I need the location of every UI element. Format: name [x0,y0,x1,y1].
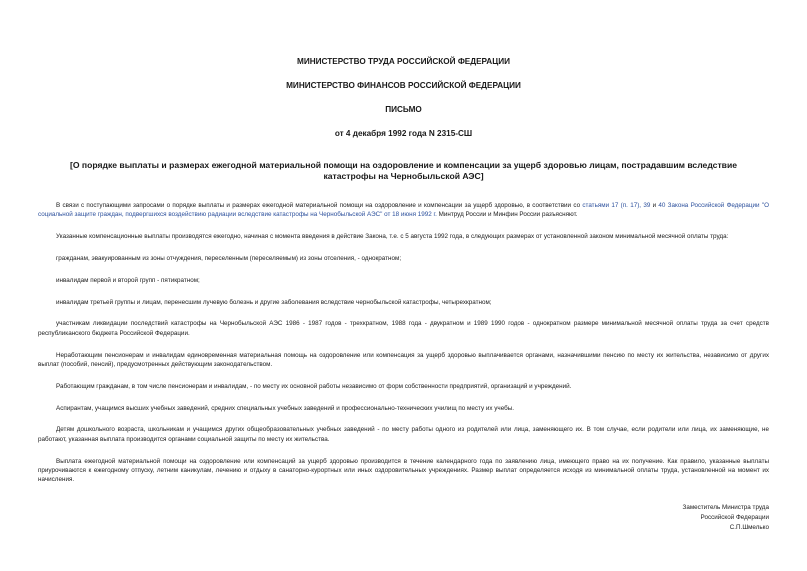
paragraph-students: Аспирантам, учащимся высших учебных заведений, средних специальных учебных заведений и профессионально-технических училищ по месту их учебы. [56,404,515,412]
intro-text-3: Минтруд России и Минфин России разъясняют. [436,211,578,219]
document-type: ПИСЬМО [385,105,422,114]
document-body [38,201,769,485]
paragraph-pensioners: Неработающим пенсионерам и инвалидам единовременная материальная помощь на оздоровление или компенсация за ущерб здоровью выплачивается органами, назначившими пенсию по месту их жительства, независимо от других выплат (пособий, пенсий), предусмотренных действующим законодательством. [38,351,769,368]
signature-position: Заместитель Министра труда [682,504,769,511]
intro-text-1: В связи с поступающими запросами о порядке выплаты и размерах ежегодной материальной помощи на оздоровление и компенсации за ущерб здоровью, в соответствии со [56,202,583,209]
ministry-finance-title: МИНИСТЕРСТВО ФИНАНСОВ РОССИЙСКОЙ ФЕДЕРАЦИИ [286,81,521,90]
paragraph-liquidators: участникам ликвидации последствий катастрофы на Чернобыльской АЭС 1986 - 1987 годов - трехкратном, 1988 года - двукратном и 1989 1990 годов - однократном размере минимальной месячной оплаты труда за счет средств республиканского бюджета Российской Федерации. [38,320,769,337]
law-title-link[interactable]: 40 Закона Российской Федерации "О социальной защите граждан, подвергшихся воздействию радиации вследствие катастрофы на Чернобыльской АЭС" от 18 июня 1992 г. [38,202,769,219]
paragraph-disabled-3: инвалидам третьей группы и лицам, перенесшим лучевую болезнь и другие заболевания вследствие чернобыльской катастрофы, четырехкратном; [56,298,492,306]
document-date-number: от 4 декабря 1992 года N 2315-СШ [334,129,473,138]
law-articles-link[interactable]: статьями 17 (п. 17), 39 [582,202,651,209]
paragraph-evacuated: гражданам, эвакуированным из зоны отчуждения, переселенным (переселяемым) из зоны отселения, - однократном; [56,255,402,262]
document-subject: [О порядке выплаты и размерах ежегодной материальной помощи на оздоровление и компенсации за ущерб здоровью лицам, пострадавшим вследствие катастрофы на Чернобыльской АЭС] [69,160,738,181]
ministry-labor-title: МИНИСТЕРСТВО ТРУДА РОССИЙСКОЙ ФЕДЕРАЦИИ [297,57,510,66]
intro-text-2: и [650,202,659,209]
signature-country: Российской Федерации [700,514,769,521]
paragraph-children: Детям дошкольного возраста, школьникам и учащимся других общеобразовательных учебных заведений - по месту работы одного из родителей или лица, заменяющего их. В том случае, если родители или лица, их заменяющие, не работают, указанная выплата производится органами социальной защиты по месту их жительства. [38,426,769,443]
paragraph-payment-terms: Выплата ежегодной материальной помощи на оздоровление или компенсаций за ущерб здоровью производится в течение календарного года по заявлению лица, имеющего право на их получение. Как правило, указанные выплаты приурочиваются к ежегодному отпуску, летним каникулам, лечению и отдыху в санаторно-курортных или иных оздоровительных учреждениях. Размер выплат определяется исходя из минимальной оплаты труда, установленной на момент их начисления. [38,457,769,484]
signature-block [683,503,769,533]
paragraph-workers: Работающим гражданам, в том числе пенсионерам и инвалидам, - по месту их основной работы независимо от форм собственности предприятий, организаций и учреждений. [56,382,572,390]
intro-paragraph [38,201,769,220]
paragraph-amounts: Указанные компенсационные выплаты производятся ежегодно, начиная с момента введения в действие Закона, т.е. с 5 августа 1992 года, в следующих размерах от установленной законом минимальной месячной оплаты труда: [56,233,729,241]
signature-name: С.П.Шмелько [729,524,769,531]
paragraph-disabled-1-2: инвалидам первой и второй групп - пятикратном; [56,276,200,284]
